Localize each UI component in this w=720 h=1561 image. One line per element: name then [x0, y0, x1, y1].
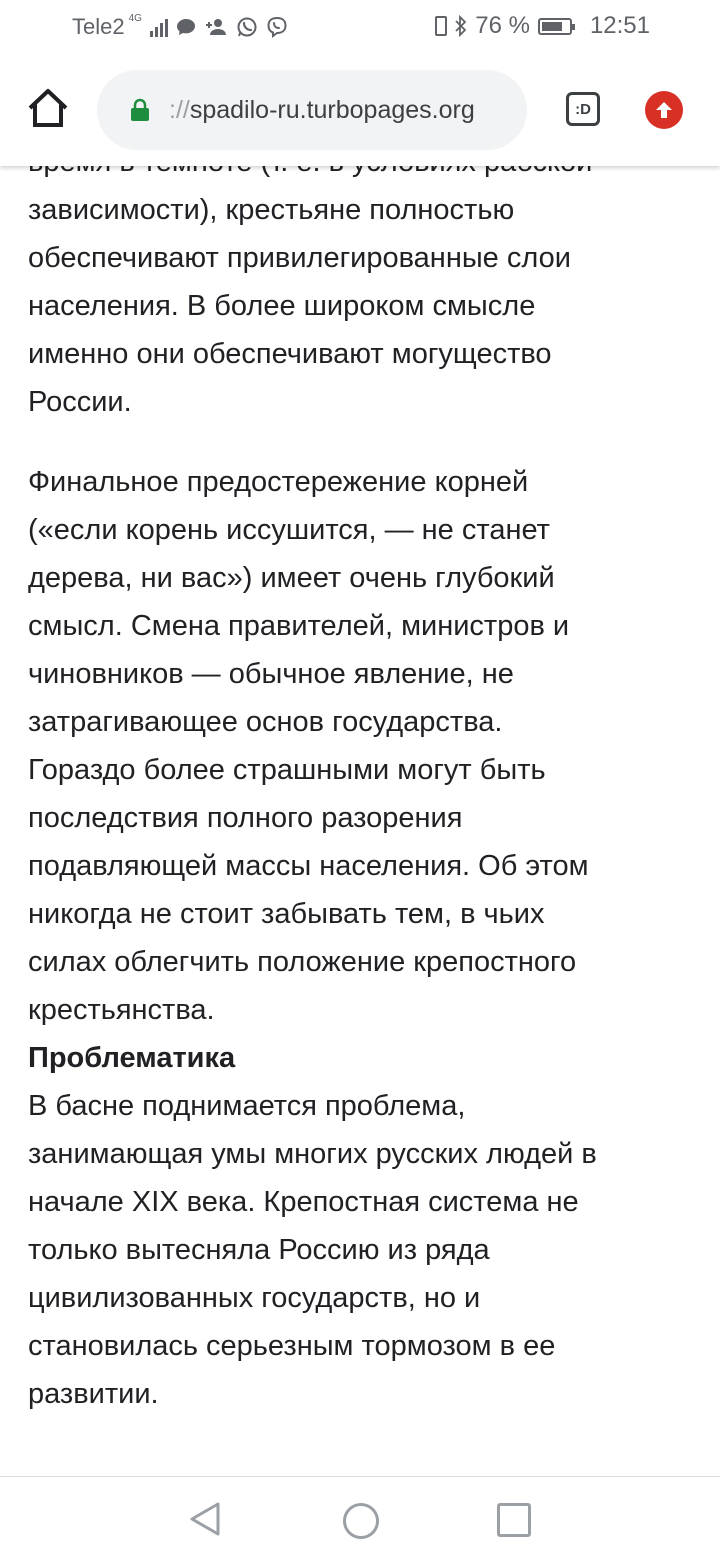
system-nav-bar [0, 1476, 720, 1561]
text-line: крестьянства. [28, 994, 215, 1026]
paragraph-2 [28, 458, 698, 1034]
text-line: обеспечивают привилегированные слои [28, 242, 571, 274]
add-contact-icon [204, 17, 228, 37]
bluetooth-icon [455, 15, 467, 37]
clock: 12:51 [589, 12, 650, 39]
text-line: дерева, ни вас») имеет очень глубокий [28, 562, 555, 594]
text-line: смысл. Смена правителей, министров и [28, 610, 570, 642]
back-icon[interactable] [188, 1501, 222, 1537]
text-line: занимающая умы многих русских людей в [28, 1138, 597, 1170]
text-line: подавляющей массы населения. Об этом [28, 850, 589, 882]
text-line: развитии. [28, 1378, 159, 1410]
url-host: spadilo-ru.turbopages.org [189, 95, 475, 124]
text-line: последствия полного разорения [28, 802, 463, 834]
text-line: становилась серьезным тормозом в ее [28, 1330, 556, 1362]
carrier-name: Tele2 [72, 14, 125, 39]
vibrate-icon [435, 16, 447, 36]
text-line: Гораздо более страшными могут быть [28, 754, 546, 786]
text-line: силах облегчить положение крепостного [28, 946, 577, 978]
text-line: России. [28, 386, 132, 418]
text-line: («если корень иссушится, — не станет [28, 514, 550, 546]
text-line: затрагивающее основ государства. [28, 706, 503, 738]
url-text[interactable] [169, 96, 475, 125]
battery-icon [538, 18, 572, 35]
paragraph-3 [28, 1082, 698, 1418]
text-line: В басне поднимается проблема, [28, 1090, 466, 1122]
message-icon [176, 17, 196, 37]
section-heading: Проблематика [28, 1042, 236, 1074]
battery-fill [542, 22, 562, 31]
url-bar[interactable] [97, 70, 527, 150]
text-line: зависимости), крестьяне полностью [28, 194, 515, 226]
battery-percent: 76 % [475, 12, 530, 39]
lock-icon[interactable] [129, 98, 151, 122]
paragraph-1 [28, 138, 698, 426]
upload-icon[interactable] [645, 91, 683, 129]
text-line: никогда не стоит забывать тем, в чьих [28, 898, 545, 930]
home-icon[interactable] [26, 86, 70, 130]
home-circle-icon[interactable] [343, 1503, 379, 1539]
text-line: только вытесняла Россию из ряда [28, 1234, 490, 1266]
reader-mode-icon[interactable]: :D [566, 92, 600, 126]
signal-icon [150, 17, 168, 37]
url-scheme: :// [169, 95, 190, 124]
text-line: Финальное предостережение корней [28, 466, 529, 498]
viber-icon [266, 16, 288, 38]
status-bar-right [435, 12, 650, 40]
whatsapp-icon [236, 16, 258, 38]
text-line: именно они обеспечивают могущество [28, 338, 552, 370]
text-line: чиновников — обычное явление, не [28, 658, 514, 690]
text-line: начале XIX века. Крепостная система не [28, 1186, 579, 1218]
status-bar-left [72, 14, 288, 40]
article-content [28, 138, 698, 1418]
network-type: 4G [128, 13, 142, 24]
arrow-up-icon [653, 99, 675, 121]
text-line: населения. В более широком смысле [28, 290, 536, 322]
text-line: цивилизованных государств, но и [28, 1282, 481, 1314]
browser-toolbar [0, 56, 720, 166]
status-bar [0, 0, 720, 56]
recent-apps-icon[interactable] [497, 1503, 531, 1537]
